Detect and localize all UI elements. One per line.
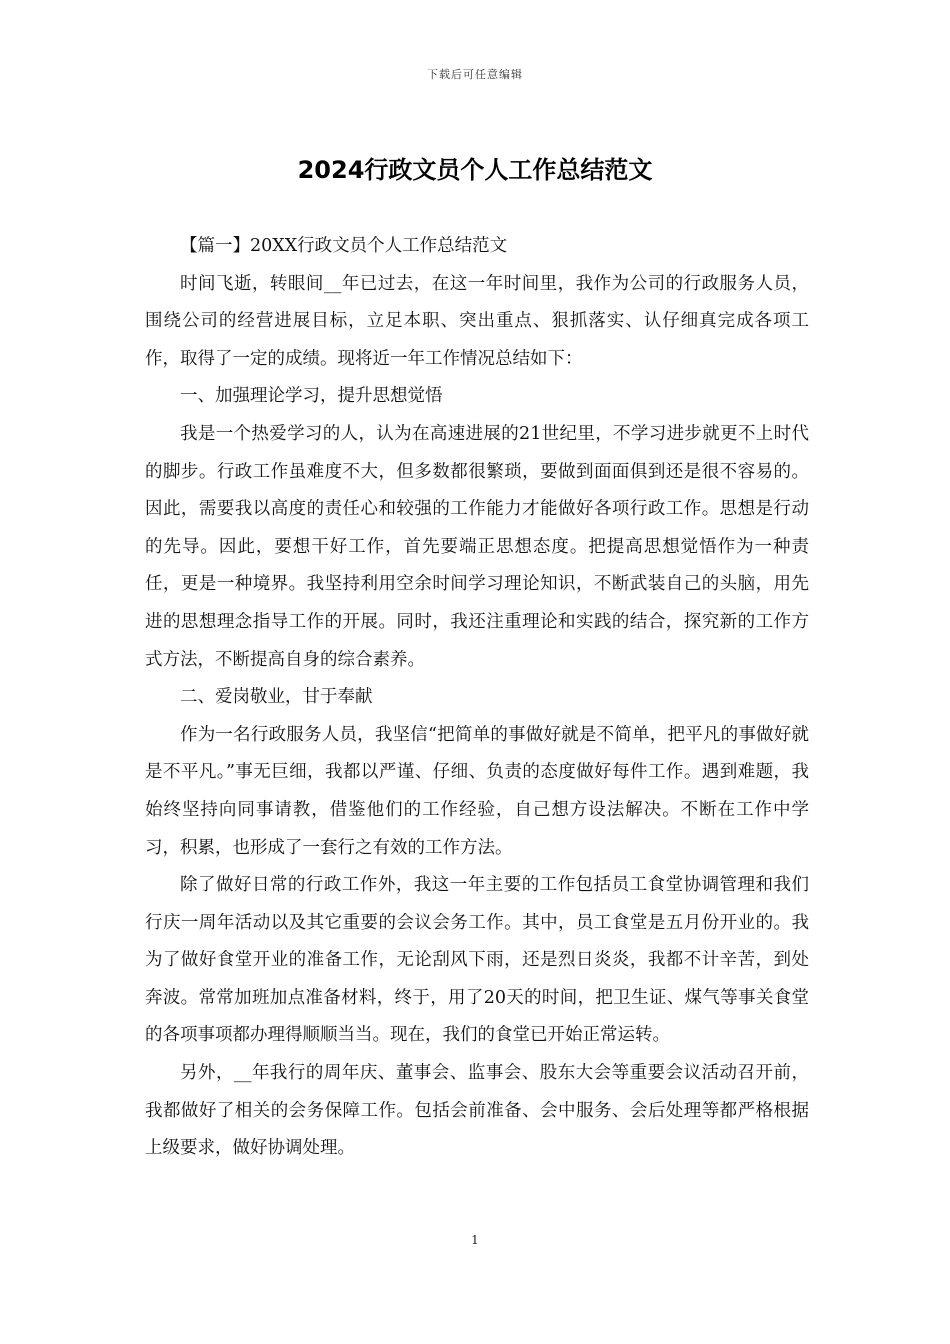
paragraph-meetings: 另外，__年我行的周年庆、董事会、监事会、股东大会等重要会议活动召开前，我都做好了相关的会务保障工作。包括会前准备、会中服务、会后处理等都严格根据上级要求，做好协调处理。 <box>145 1063 809 1159</box>
document-title: 2024行政文员个人工作总结范文 <box>297 156 653 184</box>
paragraph-dedication: 作为一名行政服务人员，我坚信“把简单的事做好就是不简单，把平凡的事做好就是不平凡。”事无巨细，我都以严谨、仔细、负责的态度做好每件工作。遇到难题，我始终坚持向同事请教，借鉴他们的工作经验，自己想方设法解决。不断在工作中学习，积累，也形成了一套行之有效的工作方法。 <box>145 724 809 858</box>
page-number: 1 <box>471 1233 479 1247</box>
paragraph-theory-study: 我是一个热爱学习的人，认为在高速进展的21世纪里，不学习进步就更不上时代的脚步。行政工作虽难度不大，但多数都很繁琐，要做到面面俱到还是很不容易的。因此，需要我以高度的责任心和较强的工作能力才能做好各项行政工作。思想是行动的先导。因此，要想干好工作，首先要端正思想态度。把提高思想觉悟作为一种责任，更是一种境界。我坚持利用空余时间学习理论知识，不断武装自己的头脑，用先进的思想理念指导工作的开展。同时，我还注重理论和实践的结合，探究新的工作方式方法，不断提高自身的综合素养。 <box>145 423 809 670</box>
paragraph-intro: 时间飞逝，转眼间__年已过去，在这一年时间里，我作为公司的行政服务人员，围绕公司的经营进展目标，立足本职、突出重点、狠抓落实、认仔细真完成各项工作，取得了一定的成绩。现将近一年工作情况总结如下： <box>145 273 809 369</box>
header-note: 下载后可任意编辑 <box>427 68 523 81</box>
section-heading-theory-study: 一、加强理论学习，提升思想觉悟 <box>180 386 443 407</box>
document-body <box>145 228 809 1168</box>
section-heading-part-one: 【篇一】20XX行政文员个人工作总结范文 <box>180 236 508 256</box>
section-heading-dedication: 二、爱岗敬业，甘于奉献 <box>180 687 373 708</box>
paragraph-canteen: 除了做好日常的行政工作外，我这一年主要的工作包括员工食堂协调管理和我们行庆一周年活动以及其它重要的会议会务工作。其中，员工食堂是五月份开业的。我为了做好食堂开业的准备工作，无论刮风下雨，还是烈日炎炎，我都不计辛苦，到处奔波。常常加班加点准备材料，终于，用了20天的时间，把卫生证、煤气等事关食堂的各项事项都办理得顺顺当当。现在，我们的食堂已开始正常运转。 <box>145 875 809 1046</box>
